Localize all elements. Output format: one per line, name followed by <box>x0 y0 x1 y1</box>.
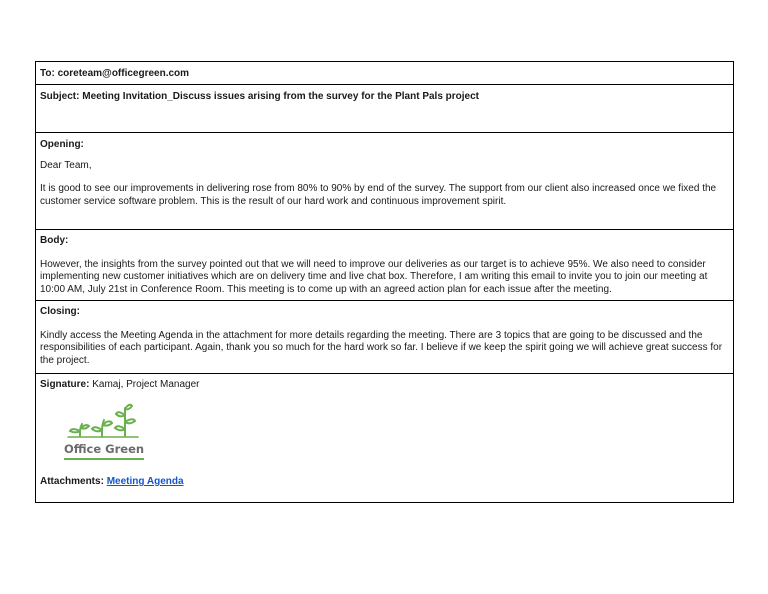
signature-label: Signature: <box>40 379 90 390</box>
body-section <box>36 230 733 301</box>
opening-paragraph: It is good to see our improvements in delivering rose from 80% to 90% by end of the survey. The support from our client also increased once we fixed the customer service software problem. This is the result of our hard work and continuous improvement spirit. <box>40 183 717 207</box>
plant-sprouts-icon <box>68 404 138 436</box>
to-value: coreteam@officegreen.com <box>57 68 190 79</box>
to-label: To: <box>40 68 55 79</box>
office-green-logo <box>58 398 150 464</box>
meeting-agenda-link[interactable]: Meeting Agenda <box>106 476 184 487</box>
attachments-line <box>40 476 729 489</box>
body-paragraph: However, the insights from the survey pointed out that we will need to improve our deliveries as our target is to achieve 95%. We also need to consider implementing new customer initiatives which are on delivery time and live chat box. Therefore, I am writing this email to invite you to join our meeting at 10:00 AM, July 21st in Conference Room. This meeting is to come up with an agreed action plan for each issue after the meeting. <box>40 258 708 295</box>
opening-heading: Opening: <box>40 139 84 150</box>
body-heading: Body: <box>40 235 69 246</box>
subject-value: Meeting Invitation_Discuss issues arising from the survey for the Plant Pals project <box>82 91 480 102</box>
to-row <box>36 62 733 85</box>
closing-heading: Closing: <box>40 306 80 317</box>
opening-greeting: Dear Team, <box>40 159 92 171</box>
signature-line <box>40 379 729 392</box>
email-table <box>35 61 734 503</box>
closing-section <box>36 301 733 374</box>
subject-row <box>36 85 733 133</box>
subject-label: Subject: <box>40 91 80 102</box>
signature-value: Kamaj, Project Manager <box>92 379 200 390</box>
opening-section <box>36 133 733 230</box>
closing-paragraph: Kindly access the Meeting Agenda in the attachment for more details regarding the meeting. There are 3 topics that are going to be discussed and the responsibilities of each participant. Again, thank you so much for the hard work so far. I believe if we keep the spirit going we will achieve great success for the project. <box>40 329 723 366</box>
signature-section <box>36 374 733 502</box>
logo-text: Office Green <box>63 441 145 456</box>
attachments-label: Attachments: <box>40 476 104 487</box>
